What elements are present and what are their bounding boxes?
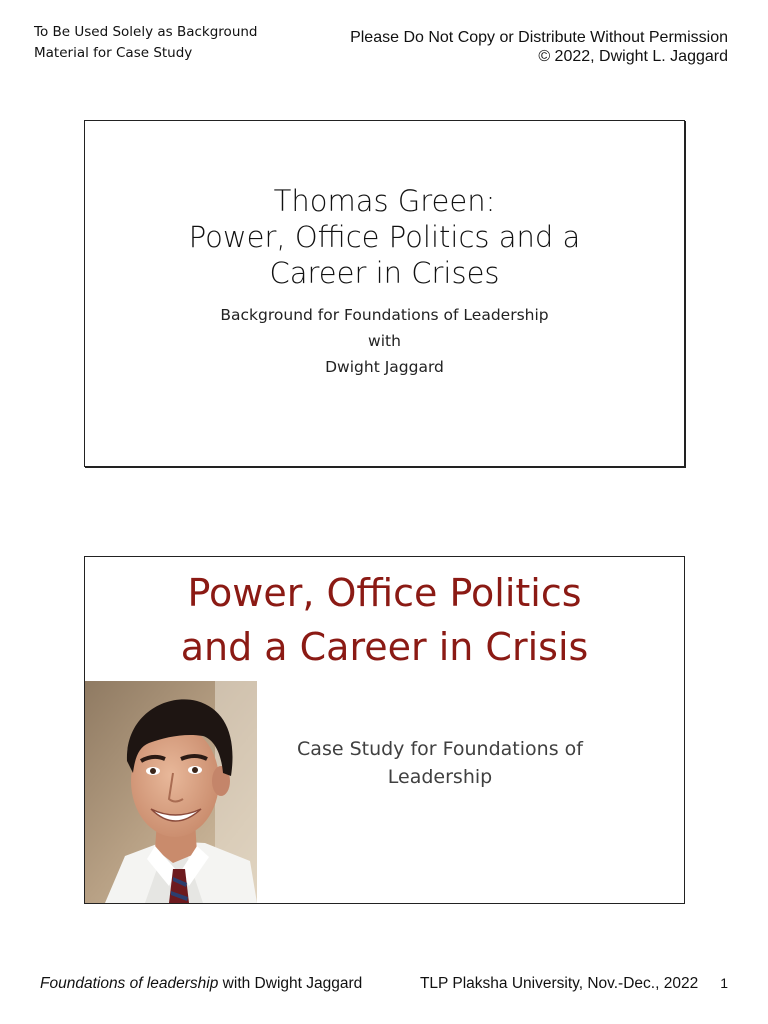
page-number: 1 <box>720 975 728 991</box>
header-right-line1: Please Do Not Copy or Distribute Without Permission <box>350 29 728 46</box>
slide-2-title-line2: and a Career in Crisis <box>180 625 589 669</box>
footer-course-title: Foundations of leadership <box>40 975 219 992</box>
slide-1-title-line1: Thomas Green: <box>273 184 496 218</box>
slide-2 <box>84 556 685 904</box>
slide-1-subtitle <box>85 302 684 380</box>
header-right-line2: © 2022, Dwight L. Jaggard <box>538 48 728 65</box>
footer-left <box>40 975 362 993</box>
slide-2-subtitle-line1: Case Study for Foundations of <box>297 738 583 760</box>
slide-2-subtitle <box>270 735 610 791</box>
page-footer <box>40 975 728 997</box>
portrait-photo <box>85 681 257 903</box>
footer-right <box>420 975 728 993</box>
footer-instructor: with Dwight Jaggard <box>218 975 363 992</box>
header-right-notice <box>350 28 728 66</box>
slide-1-title-line2: Power, Office Politics and a <box>188 220 581 254</box>
slide-2-title <box>85 566 684 674</box>
header-left-line1: To Be Used Solely as Background <box>34 24 258 40</box>
slide-1 <box>84 120 685 467</box>
slide-2-subtitle-line2: Leadership <box>387 766 493 788</box>
slide-1-subtitle-line1: Background for Foundations of Leadership <box>220 306 549 324</box>
slide-1-subtitle-line2: with <box>368 332 401 350</box>
header-left-notice <box>34 22 258 64</box>
footer-venue: TLP Plaksha University, Nov.-Dec., 2022 <box>419 975 699 992</box>
slide-1-title <box>85 183 684 291</box>
slide-2-title-line1: Power, Office Politics <box>187 571 582 615</box>
slide-1-title-line3: Career in Crises <box>269 256 500 290</box>
slide-1-subtitle-line3: Dwight Jaggard <box>325 358 444 376</box>
header-left-line2: Material for Case Study <box>34 45 193 61</box>
